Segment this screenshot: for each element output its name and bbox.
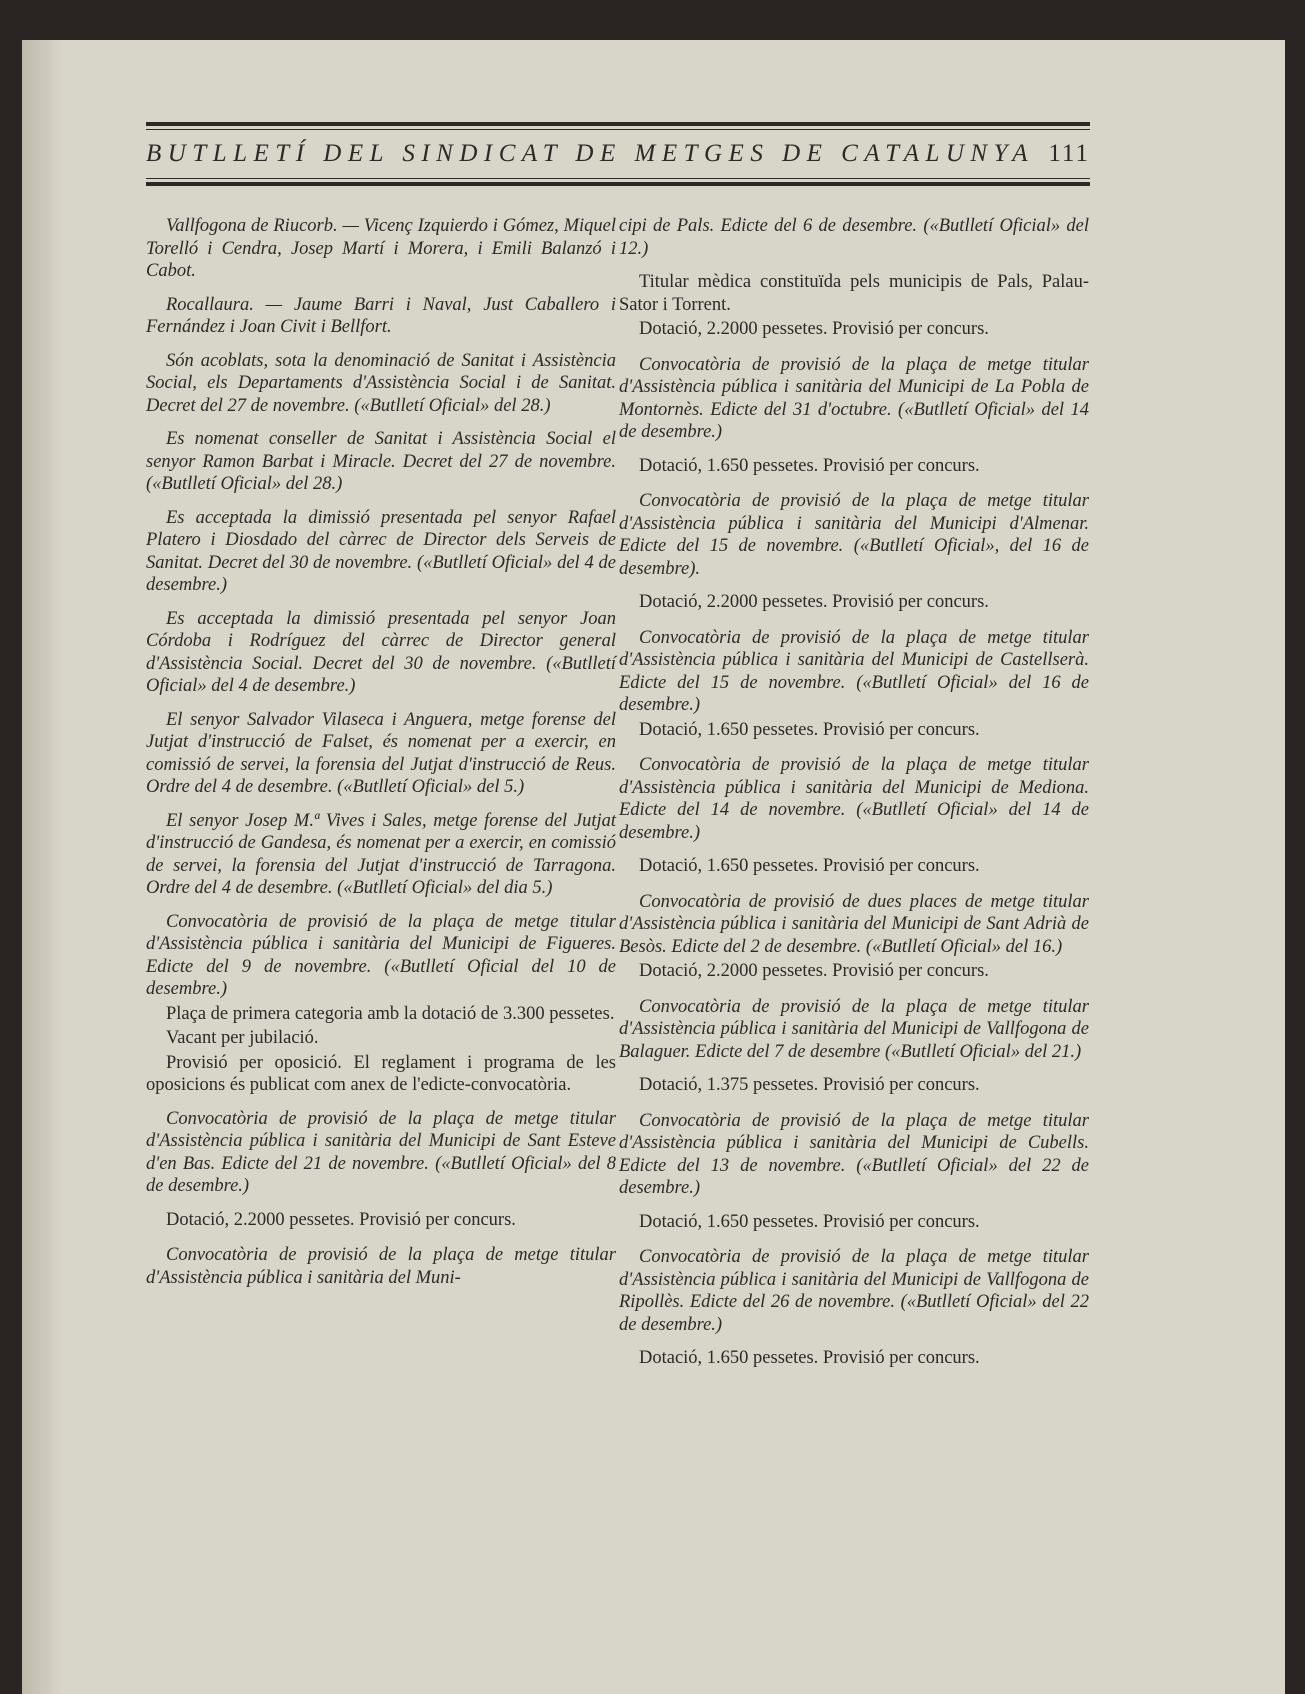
paragraph: Dotació, 1.650 pessetes. Provisió per concurs. [639,1348,980,1368]
paragraph: Són acoblats, sota la denominació de Sanitat i Assistència Social, els Departaments d'Assistència Social i de Sanitat. Decret del 27 de novembre. («Butlletí Oficial» del 28.) [146,350,616,416]
paragraph: Dotació, 2.2000 pessetes. Provisió per concurs. [166,1209,516,1230]
paragraph: Es acceptada la dimissió presentada pel senyor Rafael Platero i Diosdado del càrrec de Director dels Serveis de Sanitat. Decret del 30 de novembre. («Butlletí Oficial» del 4 de desembre.) [146,507,616,595]
paragraph: Convocatòria de provisió de la plaça de metge titular d'Assistència pública i sanitària del Municipi de Figueres. Edicte del 9 de novembre. («Butlletí Oficial del 10 de desembre.) [146,911,616,999]
left-column [146,215,616,1300]
paragraph: Dotació, 1.650 pessetes. Provisió per concurs. [639,856,980,876]
paragraph: Dotació, 2.2000 pessetes. Provisió per concurs. [639,592,989,612]
header-rule [146,178,1090,179]
paragraph: Titular mèdica constituïda pels municipis de Pals, Palau-Sator i Torrent. [619,272,1089,315]
header-rule [146,122,1090,126]
paragraph: Dotació, 2.2000 pessetes. Provisió per concurs. [639,319,989,339]
paragraph: Rocallaura. — Jaume Barri i Naval, Just Caballero i Fernández i Joan Civit i Bellfort. [146,294,616,337]
paragraph: Dotació, 1.650 pessetes. Provisió per concurs. [639,1211,980,1232]
paragraph: Convocatòria de provisió de la plaça de metge titular d'Assistència pública i sanitària del Municipi d'Almenar. Edicte del 15 de novembre. («Butlletí Oficial», del 16 de desembre). [619,491,1089,579]
paragraph: Convocatòria de provisió de la plaça de metge titular d'Assistència pública i sanitària del Municipi de Sant Esteve d'en Bas. Edicte del 21 de novembre. («Butlletí Oficial» del 8 de desembre.) [146,1108,616,1196]
right-column [619,215,1089,1383]
paragraph: Vacant per jubilació. [166,1028,319,1048]
page-header [146,82,1090,192]
paragraph: Dotació, 1.375 pessetes. Provisió per concurs. [639,1075,980,1095]
paragraph: Convocatòria de provisió de la plaça de metge titular d'Assistència pública i sanitària del Municipi de La Pobla de Montornès. Edicte del 31 d'octubre. («Butlletí Oficial» del 14 de desembre.) [619,354,1089,442]
paragraph: Convocatòria de provisió de la plaça de metge titular d'Assistència pública i sanitària del Municipi de Mediona. Edicte del 14 de novembre. («Butlletí Oficial» del 14 de desembre.) [619,755,1089,843]
page-number: 111 [1048,140,1090,167]
paragraph: Es acceptada la dimissió presentada pel senyor Joan Córdoba i Rodríguez del càrrec de Director general d'Assistència Social. Decret del 30 de novembre. («Butlletí Oficial» del 4 de desembre.) [146,608,616,696]
paragraph: Convocatòria de provisió de dues places de metge titular d'Assistència pública i sanitària del Municipi de Sant Adrià de Besòs. Edicte del 2 de desembre. («Butlletí Oficial» del 16.) [619,891,1089,957]
paragraph: Dotació, 2.2000 pessetes. Provisió per concurs. [639,961,989,981]
running-title: BUTLLETÍ DEL SINDICAT DE METGES DE CATALUNYA [146,140,1035,167]
paragraph: Dotació, 1.650 pessetes. Provisió per concurs. [639,719,980,740]
paragraph: Es nomenat conseller de Sanitat i Assistència Social el senyor Ramon Barbat i Miracle. Decret del 27 de novembre. («Butlletí Oficial» del 28.) [146,429,616,494]
page-gutter [22,40,62,1694]
paragraph: Provisió per oposició. El reglament i programa de les oposicions és publicat com anex de l'edicte-convocatòria. [146,1052,616,1095]
paragraph: Plaça de primera categoria amb la dotació de 3.300 pessetes. [166,1003,615,1024]
paragraph: El senyor Salvador Vilaseca i Anguera, metge forense del Jutjat d'instrucció de Falset, és nomenat per a exercir, en comissió de servei, la forensia del Jutjat d'instrucció de Reus. Ordre del 4 de desembre. («Butlletí Oficial» del 5.) [146,709,616,797]
header-rule [146,129,1090,130]
paragraph: Convocatòria de provisió de la plaça de metge titular d'Assistència pública i sanitària del Municipi de Vallfogona de Balaguer. Edicte del 7 de desembre («Butlletí Oficial» del 21.) [619,996,1089,1062]
paragraph: cipi de Pals. Edicte del 6 de desembre. («Butlletí Oficial» del 12.) [619,216,1089,259]
header-rule [146,182,1090,186]
paragraph: Convocatòria de provisió de la plaça de metge titular d'Assistència pública i sanitària del Municipi de Vallfogona de Ripollès. Edicte del 26 de novembre. («Butlletí Oficial» del 22 de desembre.) [619,1247,1089,1335]
paragraph: Convocatòria de provisió de la plaça de metge titular d'Assistència pública i sanitària del Municipi de Cubells. Edicte del 13 de novembre. («Butlletí Oficial» del 22 de desembre.) [619,1110,1089,1198]
paragraph: Vallfogona de Riucorb. — Vicenç Izquierdo i Gómez, Miquel Torelló i Cendra, Josep Martí i Morera, i Emili Balanzó i Cabot. [146,216,616,281]
paragraph: Convocatòria de provisió de la plaça de metge titular d'Assistència pública i sanitària del Municipi de Castellserà. Edicte del 15 de novembre. («Butlletí Oficial» del 16 de desembre.) [619,627,1089,715]
paragraph: El senyor Josep M.ª Vives i Sales, metge forense del Jutjat d'instrucció de Gandesa, és nomenat per a exercir, en comissió de servei, la forensia del Jutjat d'instrucció de Tarragona. Ordre del 4 de desembre. («Butlletí Oficial» del dia 5.) [146,810,616,898]
paragraph: Convocatòria de provisió de la plaça de metge titular d'Assistència pública i sanitària del Muni- [146,1245,616,1288]
paragraph: Dotació, 1.650 pessetes. Provisió per concurs. [639,455,980,476]
